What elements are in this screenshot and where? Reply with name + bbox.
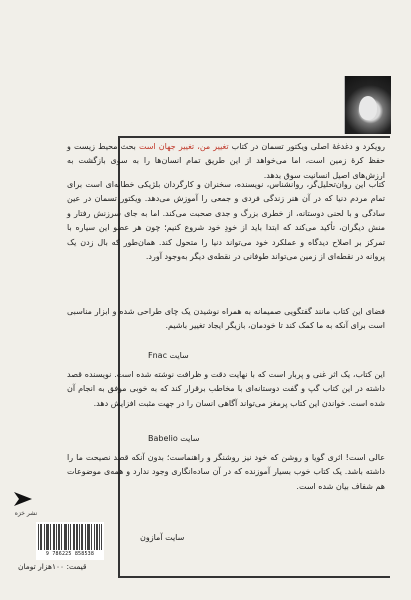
review-2-source: سایت Babelio [148,434,200,443]
review-3-source: سایت آمازون [140,533,185,542]
barcode-digits: 9 786225 858538 [45,551,95,557]
review-1-text: فضای این کتاب مانند گفتگویی صمیمانه به همراه نوشیدن یک چای طراحی شده و ابزار مناسبی است برای آنکه به ما کمک کند تا خودمان، بازیگر ایجاد تغییر باشیم. [67,307,385,331]
review-2-text: این کتاب، یک اثر غنی و پربار است که با نهایت دقت و ظرافت نوشته شده است. نویسنده قصد داشته در این کتاب گپ و گفت دوستانه‌ای با مخاطب برقرار کند که به خوبی موفق به انجام آن شده است. خواندن این کتاب پرمغز می‌تواند آگاهی انسان را در جهت مثبت افزایش دهد. [67,370,385,408]
author-face [359,96,377,120]
publisher-logo-icon [12,488,34,510]
price-label: قیمت: ۱۰۰هزار تومان [18,562,87,571]
intro-paragraph [67,140,385,183]
description-paragraph: کتاب این روان‌تحلیل‌گر، روانشناس، نویسنده، سخنران و کارگردان بلژیکی خطابه‌ای است برای تمام مردم دنیا که در آن هنر زندگی فردی و جمعی را آموزش می‌دهد. ویکتور تسمان در عین سادگی و با لحنی دوستانه، از خطری بزرگ و جدی صحبت می‌کند. اما به جای سرزنش رفتار و منش دیگران، تأکید می‌کند که ابتدا باید از خودِ خود شروع کنیم؛ چون هر عضو این سیاره با تمرکز بر اصلاح دیدگاه و عملکرد خود می‌تواند دنیا را متحول کند. همان‌طور که بال زدن یک پروانه در نقطه‌ای از زمین می‌تواند طوفانی در نقطه‌ی دیگر به‌وجود آورد. [67,180,385,262]
author-photo [344,76,391,134]
book-title-highlight: تغییر من، تغییر جهان است [138,142,229,151]
review-1-source: سایت Fnac [148,351,189,360]
publisher-name: نشر خزه [14,510,38,517]
intro-text-end: بحث محیط زیست و حفظ کرهٔ زمین است، اما می‌خواهد از این طریق تمام انسان‌ها را به سوی بازگشت به ارزش‌های اصیل انسانیت سوق بدهد. [67,142,385,180]
intro-text-start: رویکرد و دغدغهٔ اصلی ویکتور تسمان در کتاب [228,142,385,151]
barcode [36,522,104,560]
review-3-text: عالی است! اثری گویا و روشن که خود نیز روشنگر و راهنماست؛ بدون آنکه قصد نصیحت ما را داشته باشد. یک کتاب خوب بسیار آموزنده که در آن ساده‌انگاری وجود ندارد و همه‌ی موضوعات هم شفاف بیان شده است. [67,453,385,491]
barcode-bars-icon [36,522,104,552]
